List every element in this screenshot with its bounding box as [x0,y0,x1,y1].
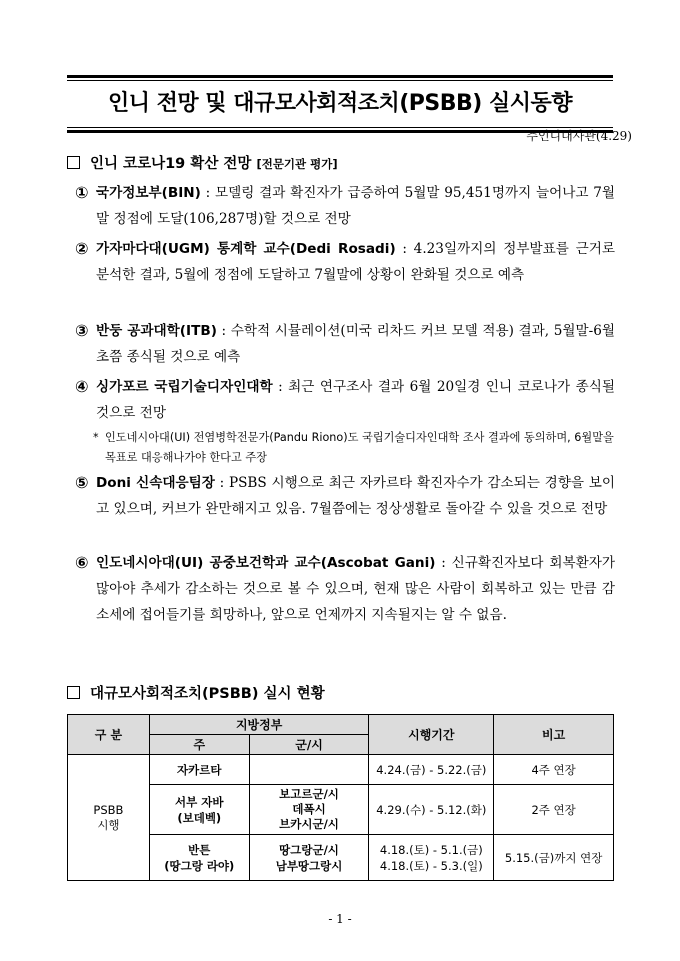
section-heading-outlook [67,152,338,173]
header-city: 군/시 [249,735,369,755]
item-number: ④ [75,377,89,396]
province-line: (땅그랑 라야) [164,858,235,873]
item-number: ⑤ [75,473,89,492]
table-row [68,755,614,785]
table-row [68,835,614,881]
period-cell: 4.29.(수) - 5.12.(화) [369,785,494,835]
list-item [75,318,615,370]
item-number: ② [75,239,89,258]
header-period: 시행기간 [369,715,494,755]
page-number: - 1 - [328,912,352,926]
title-rule-top [67,75,613,78]
source-note: 주인니대사관(4.29) [526,129,632,143]
list-item [75,374,615,426]
list-item [75,550,615,628]
province-line: 반튼 [188,842,211,857]
item-head: Doni 신속대응팀장 [96,475,215,491]
item-head: 가자마다대(UGM) 통계학 교수(Dedi Rosadi) [96,241,396,257]
section-heading-psbb [67,682,325,703]
item-head: 국가정보부(BIN) [96,185,201,201]
item-head: 반둥 공과대학(ITB) [96,323,217,339]
period-cell: 4.24.(금) - 5.22.(금) [369,755,494,785]
item-head: 인도네시아대(UI) 공중보건학과 교수(Ascobat Gani) [96,555,436,571]
province-line: (보데벡) [177,810,222,825]
footnote [93,428,623,468]
item-number: ③ [75,321,89,340]
checkbox-square-icon [67,156,80,169]
item-number: ① [75,183,89,202]
row-label-line: 시행 [97,817,120,832]
city-line: 보고르군/시 [279,787,339,801]
section-label: 인니 코로나19 확산 전망 [90,156,252,172]
city-line: 땅그랑군/시 [279,842,339,857]
row-label-line: PSBB [93,802,124,817]
note-cell: 5.15.(금)까지 연장 [494,835,614,881]
city-cell [249,755,369,785]
city-cell [249,835,369,881]
item-text: : 모델링 결과 확진자가 급증하여 5월말 95,451명까지 늘어나고 7월말 정점에 도달(106,287명)할 것으로 전망 [96,185,615,227]
city-line: 남부땅그랑시 [275,858,343,873]
province-cell [149,835,249,881]
item-text: : 신규확진자보다 회복환자가 많아야 추세가 감소하는 것으로 볼 수 있으며, 현재 많은 사람이 회복하고 있는 만큼 감소세에 접어들기를 희망하나, 앞으로 언제까지 지속될지는 알 수 없음. [96,555,615,623]
asterisk-icon: * [93,431,99,444]
section-sublabel: [전문기관 평가] [256,157,338,171]
title-block [67,75,613,133]
list-item [75,470,615,522]
item-head: 싱가포르 국립기술디자인대학 [96,379,273,395]
item-text: : 최근 연구조사 결과 6월 20일경 인니 코로나가 종식될 것으로 전망 [96,379,615,421]
note-cell: 2주 연장 [494,785,614,835]
page-title: 인니 전망 및 대규모사회적조치(PSBB) 실시동향 [107,91,573,116]
checkbox-square-icon [67,686,80,699]
section-label: 대규모사회적조치(PSBB) 실시 현황 [90,686,325,702]
province-line: 서부 자바 [175,794,224,809]
item-text: : PSBS 시행으로 최근 자카르타 확진자수가 감소되는 경향을 보이고 있으며, 커브가 완만해지고 있음. 7월쯤에는 정상생활로 돌아갈 수 있을 것으로 전망 [96,475,616,517]
city-cell [249,785,369,835]
city-line: 데폭시 [292,802,326,816]
table-row [68,785,614,835]
footnote-text: 인도네시아대(UI) 전염병학전문가(Pandu Riono)도 국립기술디자인대학 조사 결과에 동의하며, 6월말을 목표로 대응해나가야 한다고 주장 [105,431,614,464]
period-line: 4.18.(토) - 5.1.(금) [379,842,483,857]
item-text: : 4.23일까지의 정부발표를 근거로 분석한 결과, 5월에 정점에 도달하고 7월말에 상황이 완화될 것으로 예측 [96,241,615,283]
city-line: 브카시군/시 [279,817,339,831]
list-item [75,236,615,288]
note-cell: 4주 연장 [494,755,614,785]
period-cell [369,835,494,881]
province-cell [149,785,249,835]
header-category: 구 분 [68,715,150,755]
row-label-cell [68,755,150,881]
header-local-gov: 지방정부 [149,715,369,735]
item-text: : 수학적 시뮬레이션(미국 리차드 커브 모델 적용) 결과, 5월말-6월초쯤 종식될 것으로 예측 [96,323,615,365]
list-item [75,180,615,232]
psbb-status-table [67,714,614,881]
header-note: 비고 [494,715,614,755]
province-cell: 자카르타 [149,755,249,785]
header-province: 주 [149,735,249,755]
item-number: ⑥ [75,553,89,572]
period-line: 4.18.(토) - 5.3.(일) [379,858,483,873]
